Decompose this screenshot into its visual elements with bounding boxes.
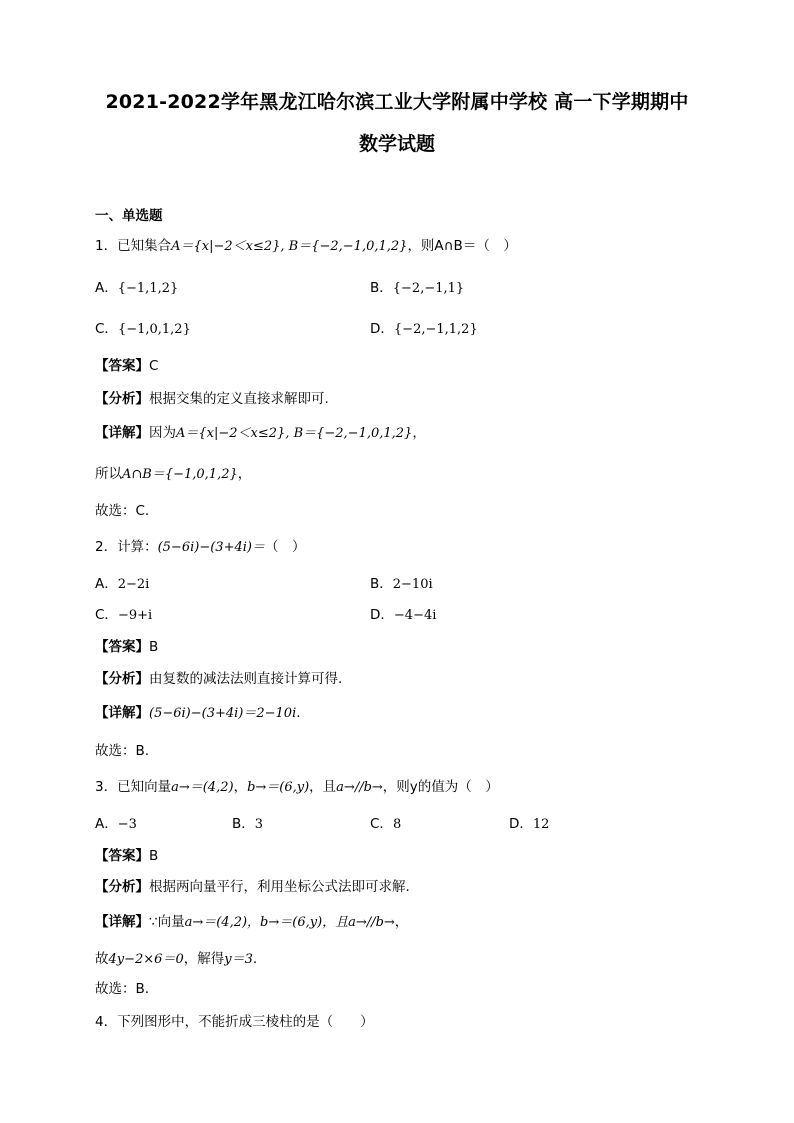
question-2-stem: 2．计算：(5−6i)−(3+4i)＝（ ） — [95, 539, 306, 555]
question-2-answer: 【答案】B — [95, 639, 159, 655]
question-1-conclusion: 故选：C. — [95, 503, 150, 519]
question-1-option-b: B．{−2,−1,1} — [370, 280, 465, 296]
question-1-detail-line2: 所以A∩B＝{−1,0,1,2}， — [95, 466, 252, 482]
question-3-analysis: 【分析】根据两向量平行，利用坐标公式法即可求解. — [95, 879, 410, 895]
question-3-option-b: B．3 — [232, 816, 264, 832]
question-2-option-b: B．2−10i — [370, 576, 433, 592]
question-1-option-c: C．{−1,0,1,2} — [95, 321, 191, 337]
section-heading: 一、单选题 — [95, 208, 163, 224]
question-1-detail: 【详解】因为A＝{x|−2＜x≤2}, B＝{−2,−1,0,1,2}， — [95, 425, 426, 441]
question-3-option-a: A．−3 — [95, 816, 137, 832]
question-1-answer: 【答案】C — [95, 358, 159, 374]
question-3-detail: 【详解】∵向量a→＝(4,2)，b→＝(6,y)，且a→//b→， — [95, 914, 409, 930]
question-3-detail-line2: 故4y−2×6＝0，解得y＝3. — [95, 951, 258, 967]
question-1-option-a: A．{−1,1,2} — [95, 280, 179, 296]
question-3-option-d: D．12 — [509, 816, 550, 832]
question-3-stem: 3．已知向量a→＝(4,2)，b→＝(6,y)，且a→//b→，则y的值为（ ） — [95, 779, 499, 795]
question-1-option-d: D．{−2,−1,1,2} — [370, 321, 478, 337]
question-2-conclusion: 故选：B. — [95, 743, 150, 759]
question-2-option-c: C．−9+i — [95, 607, 153, 623]
question-1-analysis: 【分析】根据交集的定义直接求解即可. — [95, 391, 329, 407]
question-2-option-d: D．−4−4i — [370, 607, 437, 623]
question-1-stem: 1．已知集合A＝{x|−2＜x≤2}, B＝{−2,−1,0,1,2}，则A∩B＝（ ） — [95, 238, 517, 254]
question-3-answer: 【答案】B — [95, 848, 159, 864]
question-2-detail: 【详解】(5−6i)−(3+4i)＝2−10i. — [95, 705, 301, 721]
question-3-option-c: C．8 — [370, 816, 402, 832]
document-title-line2: 数学试题 — [358, 133, 435, 155]
question-3-conclusion: 故选：B. — [95, 981, 150, 997]
question-2-analysis: 【分析】由复数的减法法则直接计算可得. — [95, 671, 343, 687]
question-4-stem: 4．下列图形中，不能折成三棱柱的是（ ） — [95, 1014, 374, 1030]
question-2-option-a: A．2−2i — [95, 576, 150, 592]
document-title-line1: 2021-2022学年黑龙江哈尔滨工业大学附属中学校 高一下学期期中 — [105, 91, 689, 113]
